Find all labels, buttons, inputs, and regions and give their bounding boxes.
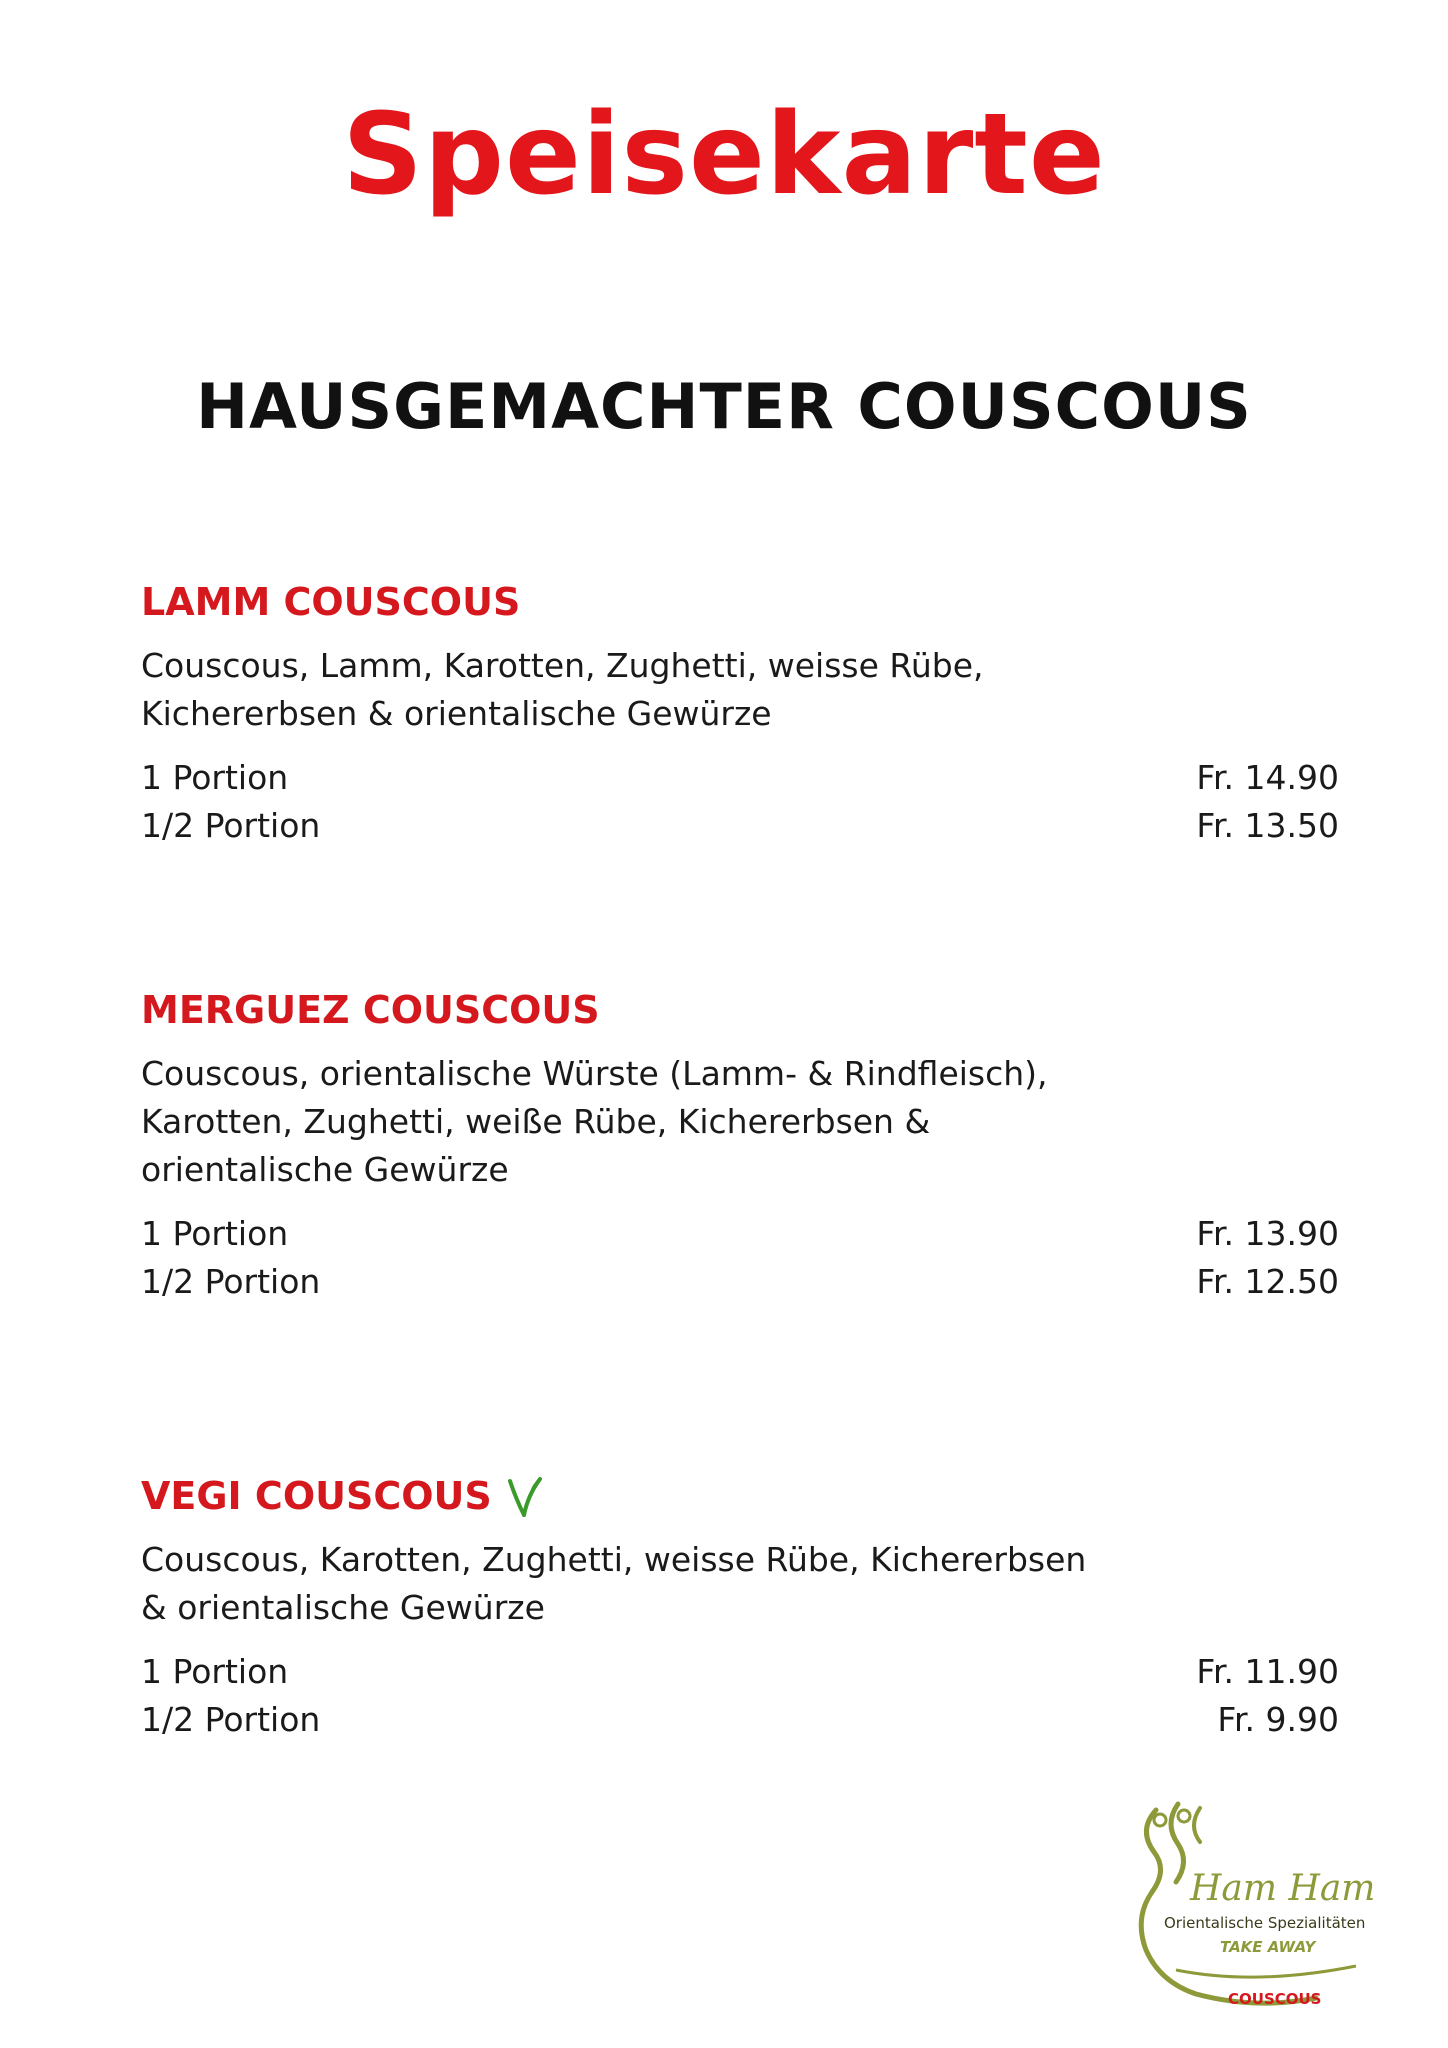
price-row	[141, 1210, 1339, 1258]
description-line: Couscous, Lamm, Karotten, Zughetti, weisse Rübe,	[141, 646, 984, 685]
logo-name: Ham Ham	[1190, 1868, 1376, 1909]
portion-price: Fr. 14.90	[1196, 758, 1339, 797]
page-title: Speisekarte	[342, 90, 1106, 220]
description-line: Karotten, Zughetti, weiße Rübe, Kichererbsen &	[141, 1102, 931, 1141]
portion-price: Fr. 13.90	[1196, 1214, 1339, 1253]
item-name	[141, 1466, 1339, 1526]
portion-label: 1 Portion	[141, 1214, 289, 1253]
price-list	[141, 1210, 1339, 1306]
description-line: & orientalische Gewürze	[141, 1588, 545, 1627]
logo-sub: COUSCOUS	[1228, 1990, 1322, 2008]
menu-item-merguez	[141, 980, 1339, 1306]
price-row	[141, 754, 1339, 802]
item-description	[141, 642, 1339, 738]
price-row	[141, 802, 1339, 850]
logo-takeaway: TAKE AWAY	[1220, 1938, 1316, 1956]
item-name-text: MERGUEZ COUSCOUS	[141, 988, 600, 1032]
portion-price: Fr. 9.90	[1217, 1700, 1339, 1739]
description-line: Couscous, orientalische Würste (Lamm- & Rindfleisch),	[141, 1054, 1048, 1093]
vegan-leaf-icon	[506, 1473, 546, 1519]
logo-tagline: Orientalische Spezialitäten	[1164, 1914, 1366, 1932]
portion-label: 1 Portion	[141, 1652, 289, 1691]
item-name-text: LAMM COUSCOUS	[141, 580, 521, 624]
portion-price: Fr. 12.50	[1196, 1262, 1339, 1301]
section-title: HAUSGEMACHTER COUSCOUS	[196, 370, 1252, 443]
item-name	[141, 980, 1339, 1040]
menu-item-vegi	[141, 1466, 1339, 1744]
portion-label: 1/2 Portion	[141, 1700, 321, 1739]
menu-item-lamm	[141, 572, 1339, 850]
portion-label: 1/2 Portion	[141, 1262, 321, 1301]
description-line: Couscous, Karotten, Zughetti, weisse Rübe, Kichererbsen	[141, 1540, 1087, 1579]
price-list	[141, 754, 1339, 850]
item-name	[141, 572, 1339, 632]
item-name-text: VEGI COUSCOUS	[141, 1474, 492, 1518]
portion-price: Fr. 11.90	[1196, 1652, 1339, 1691]
portion-price: Fr. 13.50	[1196, 806, 1339, 845]
description-line: Kichererbsen & orientalische Gewürze	[141, 694, 772, 733]
item-description	[141, 1536, 1339, 1632]
price-row	[141, 1696, 1339, 1744]
portion-label: 1/2 Portion	[141, 806, 321, 845]
price-row	[141, 1648, 1339, 1696]
price-list	[141, 1648, 1339, 1744]
price-row	[141, 1258, 1339, 1306]
portion-label: 1 Portion	[141, 758, 289, 797]
description-line: orientalische Gewürze	[141, 1150, 509, 1189]
item-description	[141, 1050, 1339, 1194]
restaurant-logo	[1116, 1790, 1396, 2020]
